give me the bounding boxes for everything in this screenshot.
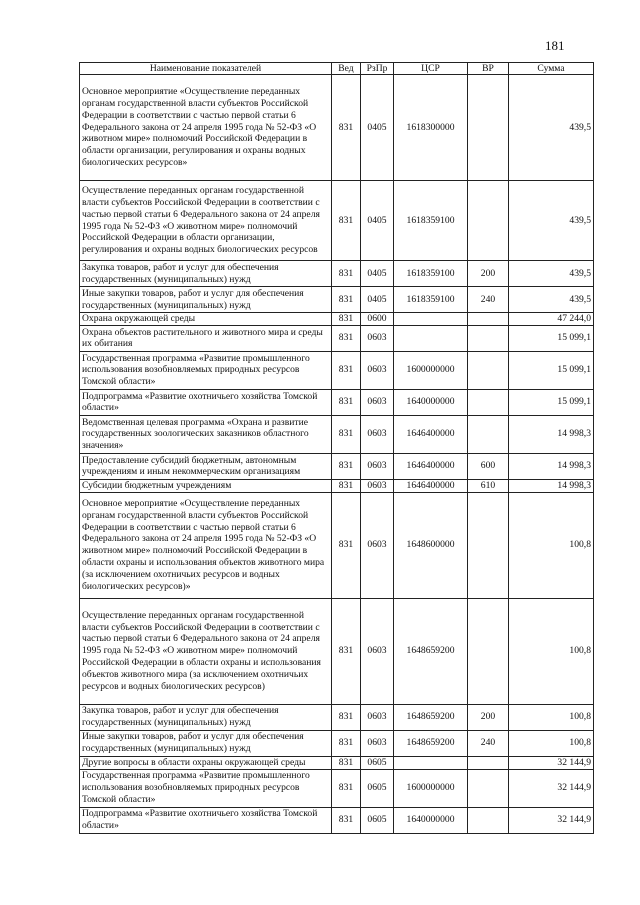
cell-csr: 1640000000 xyxy=(394,389,468,415)
cell-name: Иные закупки товаров, работ и услуг для обеспечения государственных (муниципальных) нужд xyxy=(80,287,332,313)
cell-sum: 32 144,9 xyxy=(509,769,594,807)
cell-ved: 831 xyxy=(332,756,361,769)
cell-csr: 1648600000 xyxy=(394,492,468,598)
cell-rzpr: 0605 xyxy=(361,756,394,769)
cell-csr xyxy=(394,756,468,769)
cell-ved: 831 xyxy=(332,181,361,261)
cell-vr: 200 xyxy=(468,704,509,730)
cell-sum: 14 998,3 xyxy=(509,415,594,453)
cell-sum: 100,8 xyxy=(509,730,594,756)
cell-ved: 831 xyxy=(332,769,361,807)
cell-name: Другие вопросы в области охраны окружающей среды xyxy=(80,756,332,769)
cell-csr: 1600000000 xyxy=(394,351,468,389)
cell-ved: 831 xyxy=(332,598,361,704)
cell-sum: 47 244,0 xyxy=(509,313,594,326)
cell-rzpr: 0603 xyxy=(361,325,394,351)
cell-sum: 439,5 xyxy=(509,261,594,287)
cell-vr xyxy=(468,313,509,326)
cell-sum: 439,5 xyxy=(509,287,594,313)
cell-vr: 600 xyxy=(468,453,509,479)
cell-sum: 100,8 xyxy=(509,704,594,730)
cell-ved: 831 xyxy=(332,261,361,287)
table-row xyxy=(80,598,594,704)
cell-ved: 831 xyxy=(332,730,361,756)
header-csr: ЦСР xyxy=(394,63,468,75)
table-row xyxy=(80,453,594,479)
cell-rzpr: 0600 xyxy=(361,313,394,326)
cell-vr xyxy=(468,75,509,181)
cell-sum: 15 099,1 xyxy=(509,351,594,389)
cell-csr: 1646400000 xyxy=(394,453,468,479)
cell-rzpr: 0603 xyxy=(361,415,394,453)
cell-ved: 831 xyxy=(332,492,361,598)
cell-name: Охрана окружающей среды xyxy=(80,313,332,326)
cell-csr: 1618359100 xyxy=(394,287,468,313)
cell-sum: 100,8 xyxy=(509,598,594,704)
cell-csr: 1648659200 xyxy=(394,598,468,704)
cell-name: Подпрограмма «Развитие охотничьего хозяйства Томской области» xyxy=(80,389,332,415)
cell-sum: 439,5 xyxy=(509,181,594,261)
table-header-row xyxy=(80,63,594,75)
cell-ved: 831 xyxy=(332,453,361,479)
cell-rzpr: 0603 xyxy=(361,479,394,492)
cell-name: Основное мероприятие «Осуществление переданных органам государственной власти субъектов Российской Федерации в соответствии с частью первой статьи 6 Федерального закона от 24 апреля 1995 года № 52-ФЗ «О животном мире» полномочий Российской Федерации в области организации, регулирования и охраны водных биологических ресурсов» xyxy=(80,75,332,181)
cell-name: Закупка товаров, работ и услуг для обеспечения государственных (муниципальных) нужд xyxy=(80,704,332,730)
cell-ved: 831 xyxy=(332,389,361,415)
cell-rzpr: 0603 xyxy=(361,492,394,598)
cell-sum: 100,8 xyxy=(509,492,594,598)
cell-name: Предоставление субсидий бюджетным, автономным учреждениям и иным некоммерческим организациям xyxy=(80,453,332,479)
cell-vr xyxy=(468,415,509,453)
cell-rzpr: 0605 xyxy=(361,807,394,833)
cell-sum: 15 099,1 xyxy=(509,325,594,351)
table-row xyxy=(80,492,594,598)
cell-vr xyxy=(468,769,509,807)
cell-rzpr: 0603 xyxy=(361,730,394,756)
cell-name: Государственная программа «Развитие промышленного использования возобновляемых природных ресурсов Томской области» xyxy=(80,769,332,807)
table-row xyxy=(80,313,594,326)
cell-name: Субсидии бюджетным учреждениям xyxy=(80,479,332,492)
cell-ved: 831 xyxy=(332,415,361,453)
cell-ved: 831 xyxy=(332,807,361,833)
cell-vr xyxy=(468,325,509,351)
cell-name: Подпрограмма «Развитие охотничьего хозяйства Томской области» xyxy=(80,807,332,833)
cell-name: Охрана объектов растительного и животного мира и среды их обитания xyxy=(80,325,332,351)
cell-sum: 15 099,1 xyxy=(509,389,594,415)
cell-rzpr: 0605 xyxy=(361,769,394,807)
cell-name: Иные закупки товаров, работ и услуг для обеспечения государственных (муниципальных) нужд xyxy=(80,730,332,756)
table-row xyxy=(80,325,594,351)
cell-sum: 439,5 xyxy=(509,75,594,181)
table-row xyxy=(80,730,594,756)
cell-name: Государственная программа «Развитие промышленного использования возобновляемых природных ресурсов Томской области» xyxy=(80,351,332,389)
cell-rzpr: 0603 xyxy=(361,453,394,479)
cell-ved: 831 xyxy=(332,479,361,492)
cell-name: Основное мероприятие «Осуществление переданных органам государственной власти субъектов Российской Федерации в соответствии с частью первой статьи 6 Федерального закона от 24 апреля 1995 года № 52-ФЗ «О животном мире» полномочий Российской Федерации в области охраны и использования объектов животного мира (за исключением охотничьих ресурсов и водных биологических ресурсов)» xyxy=(80,492,332,598)
table-row xyxy=(80,415,594,453)
table-row xyxy=(80,769,594,807)
cell-csr xyxy=(394,325,468,351)
cell-sum: 32 144,9 xyxy=(509,756,594,769)
table-row xyxy=(80,704,594,730)
cell-ved: 831 xyxy=(332,75,361,181)
table-row xyxy=(80,287,594,313)
cell-ved: 831 xyxy=(332,325,361,351)
cell-csr: 1600000000 xyxy=(394,769,468,807)
table-row xyxy=(80,181,594,261)
cell-csr: 1618300000 xyxy=(394,75,468,181)
cell-vr: 610 xyxy=(468,479,509,492)
cell-vr xyxy=(468,807,509,833)
cell-vr xyxy=(468,351,509,389)
table-row xyxy=(80,351,594,389)
cell-rzpr: 0405 xyxy=(361,75,394,181)
cell-ved: 831 xyxy=(332,287,361,313)
cell-csr: 1618359100 xyxy=(394,181,468,261)
cell-vr: 240 xyxy=(468,287,509,313)
cell-csr: 1648659200 xyxy=(394,730,468,756)
cell-csr: 1640000000 xyxy=(394,807,468,833)
cell-rzpr: 0603 xyxy=(361,704,394,730)
table-row xyxy=(80,479,594,492)
table-row xyxy=(80,756,594,769)
cell-vr xyxy=(468,598,509,704)
cell-vr: 240 xyxy=(468,730,509,756)
header-vr: ВР xyxy=(468,63,509,75)
header-rzpr: РзПр xyxy=(361,63,394,75)
cell-rzpr: 0603 xyxy=(361,351,394,389)
cell-name: Закупка товаров, работ и услуг для обеспечения государственных (муниципальных) нужд xyxy=(80,261,332,287)
header-name: Наименование показателей xyxy=(80,63,332,75)
cell-rzpr: 0405 xyxy=(361,181,394,261)
cell-sum: 32 144,9 xyxy=(509,807,594,833)
budget-table xyxy=(79,62,594,834)
cell-vr xyxy=(468,756,509,769)
table-row xyxy=(80,75,594,181)
table-row xyxy=(80,261,594,287)
cell-rzpr: 0603 xyxy=(361,598,394,704)
cell-vr xyxy=(468,181,509,261)
cell-rzpr: 0405 xyxy=(361,261,394,287)
cell-csr: 1646400000 xyxy=(394,415,468,453)
table-row xyxy=(80,807,594,833)
cell-vr xyxy=(468,389,509,415)
cell-rzpr: 0603 xyxy=(361,389,394,415)
header-sum: Сумма xyxy=(509,63,594,75)
cell-csr: 1648659200 xyxy=(394,704,468,730)
cell-name: Ведомственная целевая программа «Охрана и развитие государственных зоологических заказников областного значения» xyxy=(80,415,332,453)
table-row xyxy=(80,389,594,415)
header-ved: Вед xyxy=(332,63,361,75)
cell-vr xyxy=(468,492,509,598)
cell-csr: 1646400000 xyxy=(394,479,468,492)
cell-ved: 831 xyxy=(332,704,361,730)
cell-name: Осуществление переданных органам государственной власти субъектов Российской Федерации в соответствии с частью первой статьи 6 Федерального закона от 24 апреля 1995 года № 52-ФЗ «О животном мире» полномочий Российской Федерации в области охраны и использования объектов животного мира (за исключением охотничьих ресурсов и водных биологических ресурсов) xyxy=(80,598,332,704)
cell-name: Осуществление переданных органам государственной власти субъектов Российской Федерации в соответствии с частью первой статьи 6 Федерального закона от 24 апреля 1995 года № 52-ФЗ «О животном мире» полномочий Российской Федерации в области организации, регулирования и охраны водных биологических ресурсов xyxy=(80,181,332,261)
cell-csr xyxy=(394,313,468,326)
cell-sum: 14 998,3 xyxy=(509,479,594,492)
page-number: 181 xyxy=(545,38,565,53)
cell-vr: 200 xyxy=(468,261,509,287)
cell-ved: 831 xyxy=(332,351,361,389)
cell-ved: 831 xyxy=(332,313,361,326)
cell-rzpr: 0405 xyxy=(361,287,394,313)
cell-csr: 1618359100 xyxy=(394,261,468,287)
cell-sum: 14 998,3 xyxy=(509,453,594,479)
